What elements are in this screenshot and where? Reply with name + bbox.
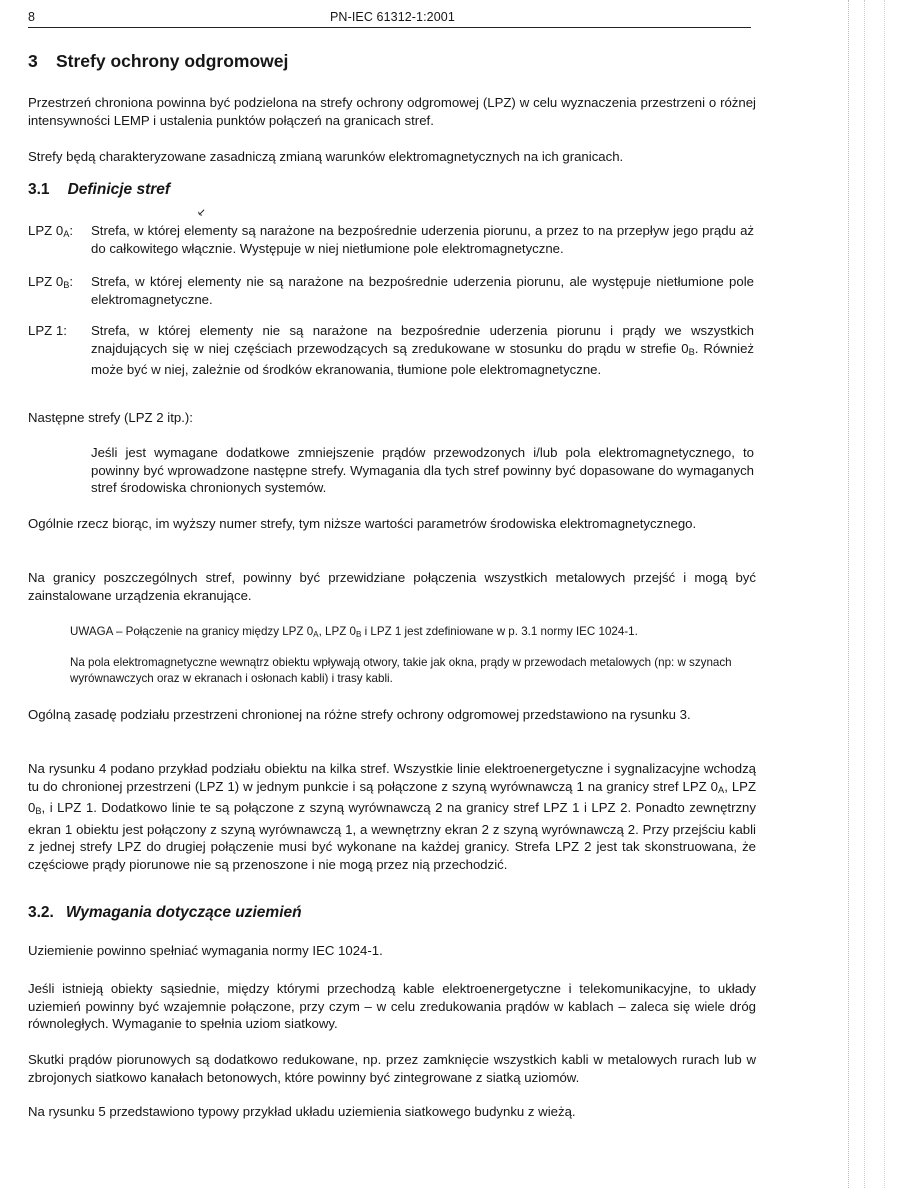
subsection-title: Wymagania dotyczące uziemień: [65, 904, 302, 921]
paragraph: Przestrzeń chroniona powinna być podzielona na strefy ochrony odgromowej (LPZ) w celu wyznaczenia przestrzeni o różnej intensywności LEMP i ustalenia punktów połączeń na granicach stref.: [28, 95, 756, 128]
subsection-title: Definicje stref: [67, 181, 171, 198]
paragraph: Na rysunku 5 przedstawiono typowy przykład układu uziemienia siatkowego budynku z wieżą.: [28, 1104, 576, 1119]
definition-term: LPZ 1:: [28, 323, 67, 338]
paragraph: Uziemienie powinno spełniać wymagania normy IEC 1024-1.: [28, 943, 383, 958]
standard-designation: PN-IEC 61312-1:2001: [330, 10, 455, 24]
paragraph: Ogólnie rzecz biorąc, im wyższy numer strefy, tym niższe wartości parametrów środowiska elektromagnetycznego.: [28, 516, 697, 531]
section-number: 3: [28, 51, 38, 71]
subsection-heading: [28, 904, 302, 922]
definition-text: Strefa, w której elementy nie są narażone na bezpośrednie uderzenia piorunu, ale występuje nietłumione pole elektromagnetyczne.: [91, 274, 754, 307]
indented-paragraph: Jeśli jest wymagane dodatkowe zmniejszenie prądów przewodzonych i/lub pola elektromagnetycznego, to powinny być wprowadzone następne strefy. Wymagania dla tych stref powinny być dopasowane do wymaganych stref środowiska chronionych systemów.: [91, 445, 754, 495]
subsection-number: 3.1: [28, 181, 50, 198]
definition-text: Strefa, w której elementy są narażone na bezpośrednie uderzenia piorunu, a przez to na przepływ jego prądu aż do całkowitego włącznie. Występuje w niej nietłumione pole elektromagnetyczne.: [91, 223, 754, 256]
section-title: Strefy ochrony odgromowej: [56, 51, 289, 71]
scan-edge-line: [848, 0, 850, 1188]
scan-mark: ⸔: [197, 207, 206, 219]
section-heading: [28, 51, 288, 72]
paragraph: Strefy będą charakteryzowane zasadniczą zmianą warunków elektromagnetycznych na ich granicach.: [28, 149, 624, 164]
definition-term: LPZ $0_B$:: [28, 274, 74, 290]
paragraph: Jeśli istnieją obiekty sąsiednie, między którymi przechodzą kable elektroenergetyczne i telekomunikacyjne, to układy uziemień powinny być wzajemnie połączone, przy czym – w celu zredukowania prądów w kablach – zaleca się wiele dróg równoległych. Wymaganie to spełnia uziom siatkowy.: [28, 981, 756, 1031]
note: UWAGA – Połączenie na granicy między LPZ $0_A$, LPZ $0_B$ i LPZ 1 jest zdefiniowane w p. 3.1 normy IEC 1024-1.: [70, 625, 638, 639]
page-number: 8: [28, 10, 35, 24]
header-rule: [28, 27, 751, 28]
paragraph: Skutki prądów piorunowych są dodatkowo redukowane, np. przez zamknięcie wszystkich kabli w metalowych rurach lub w zbrojonych siatkowo kanałach betonowych, które powinny być zintegrowane z siatką uziomów.: [28, 1052, 756, 1085]
paragraph: Na granicy poszczególnych stref, powinny być przewidziane połączenia wszystkich metalowych przejść i mogą być zainstalowane urządzenia ekranujące.: [28, 570, 756, 603]
scan-edge-line: [884, 0, 886, 1188]
subsection-heading: [28, 181, 170, 199]
definition-term: LPZ $0_A$:: [28, 223, 74, 239]
paragraph: Na rysunku 4 podano przykład podziału obiektu na kilka stref. Wszystkie linie elektroenergetyczne i sygnalizacyjne wchodzą tu do chronionej przestrzeni (LPZ 1) w jednym punkcie i są połączone z szyną wyrównawczą 1 na granicy stref LPZ $0_A$, LPZ $0_B$, i LPZ 1. Dodatkowo linie te są połączone z szyną wyrównawczą 2 na granicy stref LPZ 1 i LPZ 2. Ponadto zewnętrzny ekran 1 obiektu jest połączony z szyną wyrównawczą 1, a wewnętrzny ekran 2 z szyną wyrównawczą 2. Przy przejściu kabli z jednej strefy LPZ do drugiej połączenie musi być wykonane na każdej granicy. Strefa LPZ 2 jest tak skonstruowana, że częściowe prądy piorunowe nie są przenoszone i nie mogą przez nią przechodzić.: [28, 761, 757, 872]
subsection-number: 3.2.: [28, 904, 54, 921]
scan-edge-line: [864, 0, 866, 1188]
paragraph: Następne strefy (LPZ 2 itp.):: [28, 410, 193, 425]
paragraph: Ogólną zasadę podziału przestrzeni chronionej na różne strefy ochrony odgromowej przedstawiono na rysunku 3.: [28, 707, 691, 722]
definition-text: Strefa, w której elementy nie są narażone na bezpośrednie uderzenia piorunu i prądy we wszystkich znajdujących się w niej częściach przewodzących są zredukowane w stosunku do prądu w strefie $0_B$. Również może być w niej, zależnie od środków ekranowania, tłumione pole elektromagnetyczne.: [91, 323, 755, 377]
note: Na pola elektromagnetyczne wewnątrz obiektu wpływają otwory, takie jak okna, prądy w przewodach metalowych (np: w szynach wyrównawczych oraz w ekranach i osłonach kabli) i trasy kabli.: [70, 656, 732, 685]
